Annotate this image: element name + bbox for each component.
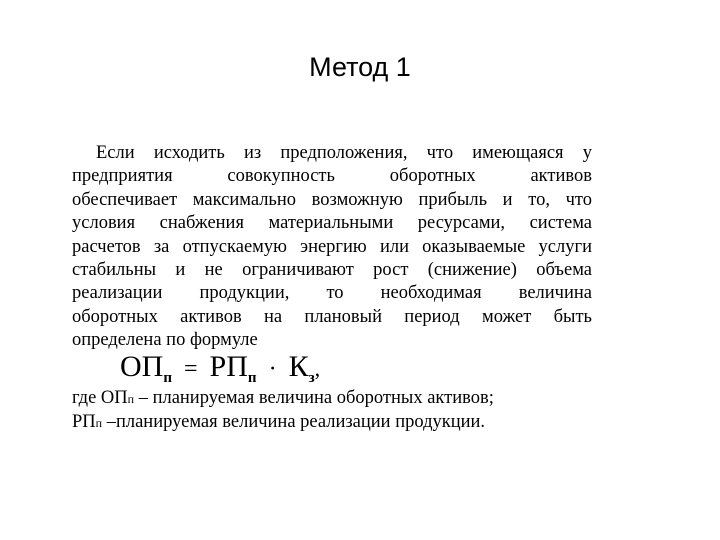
formula-equals: = <box>184 356 198 382</box>
definition-subscript: п <box>95 416 103 430</box>
definition-line <box>72 412 592 433</box>
formula-multiply: · <box>268 356 277 382</box>
method-description <box>72 142 592 353</box>
formula-lhs: ОП <box>120 350 164 383</box>
paragraph-line: определена по формуле <box>72 330 258 351</box>
paragraph-line: реализации продукции, то необходимая величина <box>72 283 592 304</box>
formula-sales-plan: РП <box>209 350 248 383</box>
definition-symbol: где ОП <box>72 388 128 408</box>
definition-subscript: п <box>127 392 135 406</box>
working-capital-formula <box>120 350 320 384</box>
paragraph-line: обеспечивает максимально возможную прибыль и то, что <box>72 189 592 210</box>
formula-lhs-subscript: п <box>163 370 172 386</box>
paragraph-line: предприятия совокупность оборотных активов <box>72 166 592 187</box>
formula-coefficient: К <box>288 350 309 383</box>
paragraph-line: оборотных активов на плановый период может быть <box>72 306 592 327</box>
definition-text: –планируемая величина реализации продукции. <box>102 412 486 432</box>
definition-line <box>72 388 592 409</box>
formula-coefficient-subscript: з <box>308 370 315 386</box>
paragraph-line: условия снабжения материальными ресурсами, система <box>72 213 592 234</box>
paragraph-line: Если исходить из предположения, что имеющаяся у <box>96 143 592 163</box>
formula-sales-subscript: п <box>247 370 257 386</box>
formula-comma: , <box>314 356 321 381</box>
definition-text: – планируемая величина оборотных активов; <box>134 388 494 408</box>
page-title: Метод 1 <box>309 52 411 82</box>
definition-symbol: РП <box>72 412 96 432</box>
paragraph-line: стабильны и не ограничивают рост (снижение) объема <box>72 259 592 280</box>
paragraph-line: расчетов за отпускаемую энергию или оказываемые услуги <box>72 236 592 257</box>
